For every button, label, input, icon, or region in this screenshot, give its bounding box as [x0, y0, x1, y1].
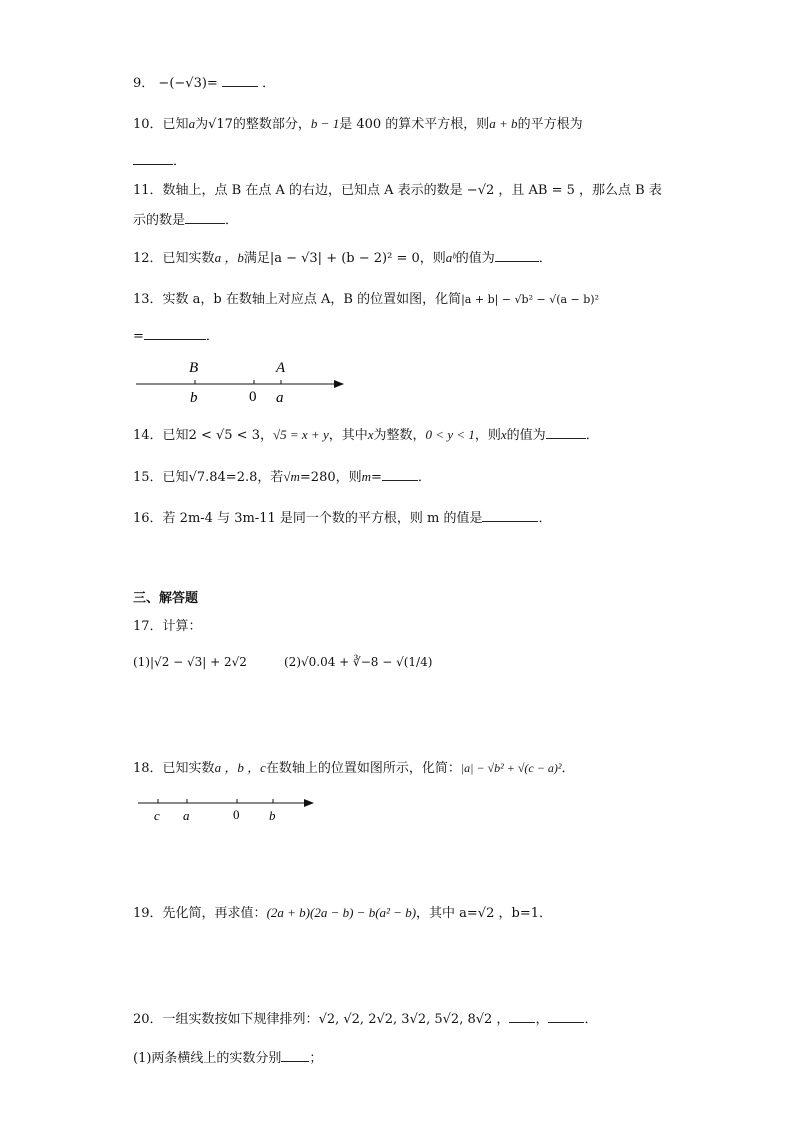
q14-number: 14．	[133, 428, 163, 443]
q10-b-minus-1: b − 1	[310, 116, 340, 131]
q13-number: 13．	[133, 292, 163, 307]
q12-end: ．	[538, 251, 552, 266]
q20-end: ．	[584, 1012, 598, 1027]
q17-number: 17．	[133, 619, 163, 634]
q12-vars: a ，b	[214, 250, 244, 265]
question-20	[133, 1010, 597, 1030]
q11-end: ．	[225, 213, 239, 228]
question-10	[133, 114, 583, 135]
q10-text-3: 的整数部分，	[232, 117, 311, 132]
question-16	[133, 509, 551, 529]
section-3-heading: 三、解答题	[133, 591, 199, 606]
question-13-answer-line	[133, 327, 219, 347]
question-17	[133, 617, 202, 637]
q9-number: 9．	[133, 76, 155, 91]
q12-text-3: ，则	[419, 251, 446, 266]
q13-label-a: a	[276, 390, 284, 406]
q17-part-1-label: (1)	[133, 655, 150, 669]
q18-number: 18．	[133, 761, 163, 776]
q14-text-2: ，	[259, 428, 273, 443]
q11-line-1: 数轴上，点 B 在点 A 的右边，已知点 A 表示的数是 −√2 ，且 AB = 5 ，那么点 B 表	[162, 183, 662, 198]
q14-inequality-2: 0 < y < 1	[425, 427, 475, 442]
q16-blank[interactable]	[482, 509, 538, 522]
q15-text-2: =2.8，若	[225, 470, 284, 485]
question-9	[133, 74, 275, 94]
question-17-part-2	[284, 652, 432, 672]
q18-label-a: a	[183, 808, 190, 823]
q14-inequality: 2 < √5 < 3	[188, 428, 260, 443]
q13-expression: |a + b| − √b² − √(a − b)²	[461, 293, 600, 306]
q13-blank[interactable]	[144, 327, 206, 340]
q14-text-1: 已知	[162, 428, 189, 443]
q18-label-zero: 0	[233, 807, 240, 822]
q13-axis-arrow	[334, 380, 344, 388]
q18-vars: a ，b ，c	[214, 760, 266, 775]
q14-end: ．	[585, 428, 599, 443]
q9-end: ．	[262, 76, 276, 91]
q15-text-1: 已知	[162, 470, 189, 485]
q17-part-2-label: (2)	[284, 655, 301, 669]
question-19	[133, 903, 552, 924]
q15-number: 15．	[133, 470, 163, 485]
question-18	[133, 758, 574, 779]
q10-a-plus-b: a + b	[489, 116, 518, 131]
q13-label-A: A	[276, 360, 286, 376]
q18-end: ．	[561, 761, 575, 776]
q20-blank-2[interactable]	[548, 1010, 584, 1023]
q14-var-x: x	[367, 427, 374, 442]
q15-expression-2: √m	[283, 469, 300, 484]
q16-number: 16．	[133, 511, 163, 526]
q15-var-m: m	[361, 469, 372, 484]
q10-end: ．	[173, 154, 187, 169]
q18-text-2: 在数轴上的位置如图所示，化简：	[265, 761, 461, 776]
q14-equation: √5 = x + y	[273, 427, 329, 442]
q13-label-zero: 0	[249, 389, 257, 405]
q13-end: ．	[205, 329, 219, 344]
question-15	[133, 467, 431, 488]
q20-text: 一组实数按如下规律排列：	[162, 1012, 319, 1027]
q19-expression: (2a + b)(2a − b) − b(a² − b)	[266, 905, 417, 920]
q10-sqrt17: √17	[208, 117, 233, 132]
q11-number: 11．	[133, 183, 163, 198]
q10-var-a: a	[188, 116, 196, 131]
q12-blank[interactable]	[495, 249, 539, 262]
q10-number: 10．	[133, 117, 163, 132]
q12-a-pow-b: aᵇ	[445, 250, 456, 265]
q10-text-5: 的平方根为	[517, 117, 583, 132]
q13-equals: =	[133, 329, 144, 344]
q20-separator: ，	[535, 1012, 549, 1027]
q17-title: 计算：	[162, 619, 202, 634]
question-20-part-1	[133, 1049, 322, 1069]
q14-text-4: 为整数，	[373, 428, 426, 443]
q9-expression: −(−√3)=	[158, 76, 218, 91]
q20-part-1-blank[interactable]	[281, 1049, 309, 1062]
q14-blank[interactable]	[546, 426, 586, 439]
q18-axis-arrow	[304, 799, 314, 807]
q15-equals: =	[371, 470, 382, 485]
q13-label-b: b	[190, 390, 198, 406]
q18-number-line	[134, 792, 324, 826]
q14-text-5: ，则	[474, 428, 501, 443]
q18-text-1: 已知实数	[162, 761, 215, 776]
question-13	[133, 290, 599, 310]
q12-expression: |a − √3| + (b − 2)² = 0	[269, 251, 420, 266]
q11-blank[interactable]	[185, 211, 225, 224]
q20-part-1-text: (1)两条横线上的实数分别	[133, 1051, 282, 1066]
q10-text-1: 已知	[162, 117, 189, 132]
q20-number: 20．	[133, 1012, 163, 1027]
q16-end: ．	[538, 511, 552, 526]
question-11	[133, 181, 662, 201]
q15-expression-1: √7.84	[188, 470, 226, 485]
q15-end: ．	[417, 470, 431, 485]
question-14	[133, 425, 599, 446]
q19-number: 19．	[133, 906, 163, 921]
q18-label-c: c	[154, 808, 160, 823]
q20-blank-1[interactable]	[509, 1010, 535, 1023]
q18-label-b: b	[269, 808, 276, 823]
question-11-line-2	[133, 211, 238, 231]
q13-number-line	[130, 354, 350, 408]
q12-text-2: 满足	[243, 251, 270, 266]
q14-text-6: 的值为	[506, 428, 546, 443]
q19-text: 先化简，再求值：	[162, 906, 267, 921]
q13-label-B: B	[189, 360, 199, 376]
q14-var-x-2: x	[500, 427, 507, 442]
q15-text-3: =280，则	[299, 470, 362, 485]
q15-blank[interactable]	[382, 468, 418, 481]
q12-text-4: 的值为	[455, 251, 495, 266]
q11-line-2-text: 示的数是	[133, 213, 186, 228]
q20-part-1-end: ；	[309, 1051, 323, 1066]
q10-blank[interactable]	[133, 152, 173, 165]
q17-part-1-expression: |√2 − √3| + 2√2	[150, 655, 247, 669]
q12-text-1: 已知实数	[162, 251, 215, 266]
question-12	[133, 248, 552, 269]
q16-text: 若 2m-4 与 3m-11 是同一个数的平方根，则 m 的值是	[162, 511, 483, 526]
q14-text-3: ，其中	[328, 428, 368, 443]
q19-text-2: ，其中 a=√2 ，b=1．	[416, 906, 552, 921]
q20-sequence: √2, √2, 2√2, 3√2, 5√2, 8√2 ，	[318, 1012, 510, 1027]
q9-blank[interactable]	[222, 74, 258, 87]
q10-text-2: 为	[195, 117, 209, 132]
q18-expression: |a| − √b² + √(c − a)²	[460, 761, 562, 775]
question-10-answer-line	[133, 152, 186, 172]
q17-part-2-expression: √0.04 + ∛−8 − √(1/4)	[301, 655, 433, 669]
q12-number: 12．	[133, 251, 163, 266]
question-17-part-1	[133, 652, 247, 672]
q13-text: 实数 a，b 在数轴上对应点 A，B 的位置如图，化简	[162, 292, 462, 307]
q10-text-4: 是 400 的算术平方根，则	[339, 117, 490, 132]
